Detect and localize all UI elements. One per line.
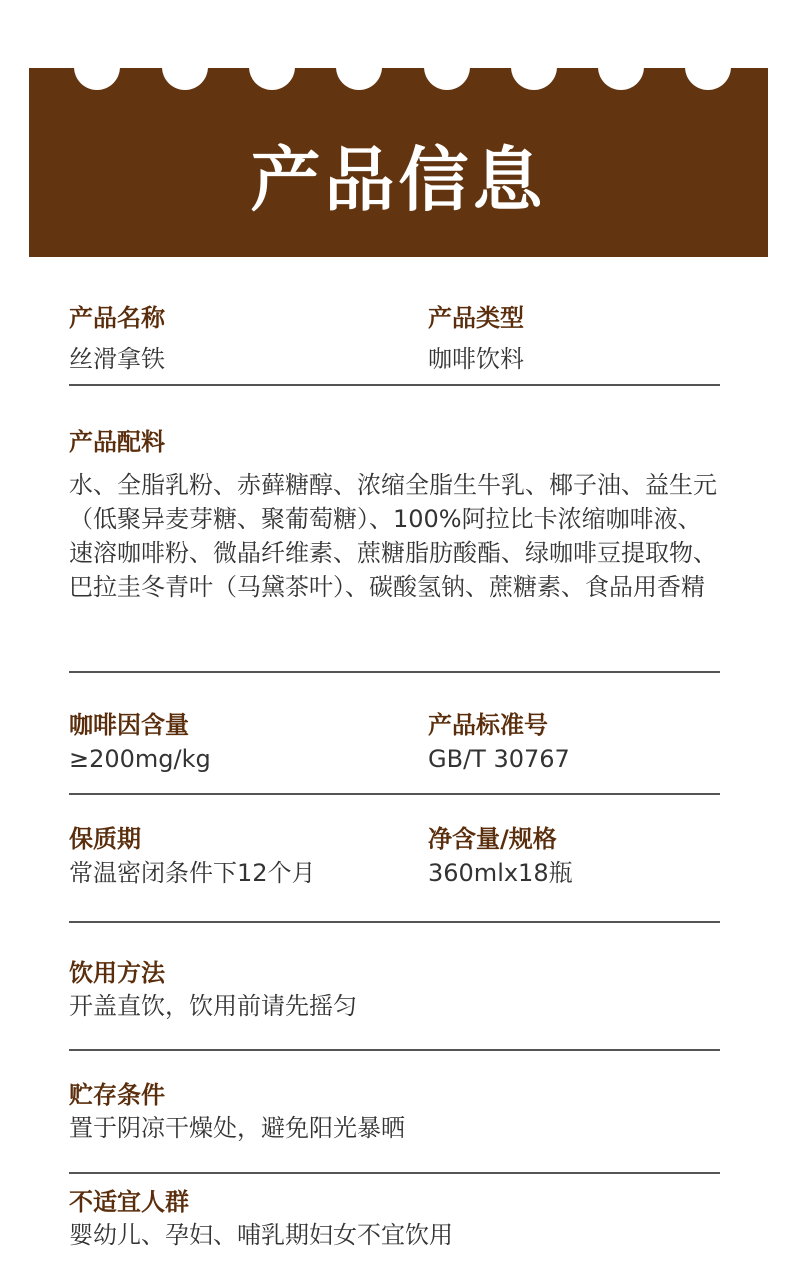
product-name-value: 丝滑拿铁 [69,345,165,373]
scallop-decoration [424,68,470,90]
standard-label: 产品标准号 [428,711,548,739]
standard-field [428,710,570,775]
divider [69,1172,720,1174]
caffeine-field [69,710,211,775]
scallop-decoration [74,68,120,90]
product-name-field [69,303,165,375]
product-name-label: 产品名称 [69,304,165,332]
shelf-life-label: 保质期 [69,825,141,853]
unsuitable-label: 不适宜人群 [69,1188,189,1216]
storage-label: 贮存条件 [69,1081,165,1109]
net-content-field [428,824,573,889]
scallop-decoration [336,68,382,90]
scallop-decoration [598,68,644,90]
caffeine-value: ≥200mg/kg [69,745,211,773]
divider [69,671,720,673]
scallop-decoration [685,68,731,90]
divider [69,921,720,923]
product-type-value: 咖啡饮料 [428,345,524,373]
shelf-life-field [69,824,316,889]
ingredients-label: 产品配料 [69,428,165,456]
unsuitable-value: 婴幼儿、孕妇、哺乳期妇女不宜饮用 [69,1221,453,1249]
ingredients-field [69,427,165,457]
net-content-value: 360mlx18瓶 [428,859,573,887]
caffeine-label: 咖啡因含量 [69,711,189,739]
net-content-label: 净含量/规格 [428,825,557,853]
product-type-field [428,303,524,375]
usage-value: 开盖直饮，饮用前请先摇匀 [69,992,357,1020]
scallop-decoration [162,68,208,90]
divider [69,1049,720,1051]
divider [69,793,720,795]
scallop-decoration [511,68,557,90]
product-type-label: 产品类型 [428,304,524,332]
storage-value: 置于阴凉干燥处，避免阳光暴晒 [69,1114,405,1142]
usage-field [69,958,357,1022]
page-title: 产品信息 [250,139,547,221]
unsuitable-field [69,1187,453,1251]
shelf-life-value: 常温密闭条件下12个月 [69,859,316,887]
ingredients-value: 水、全脂乳粉、赤藓糖醇、浓缩全脂生牛乳、椰子油、益生元（低聚异麦芽糖、聚葡萄糖）、100%阿拉比卡浓缩咖啡液、速溶咖啡粉、微晶纤维素、蔗糖脂肪酸酯、绿咖啡豆提取物、巴拉圭冬青叶（马黛茶叶）、碳酸氢钠、蔗糖素、食品用香精 [69,471,717,601]
storage-field [69,1080,405,1144]
divider [69,384,720,386]
scallop-decoration [249,68,295,90]
standard-value: GB/T 30767 [428,745,570,773]
usage-label: 饮用方法 [69,959,165,987]
header-banner [29,68,768,257]
